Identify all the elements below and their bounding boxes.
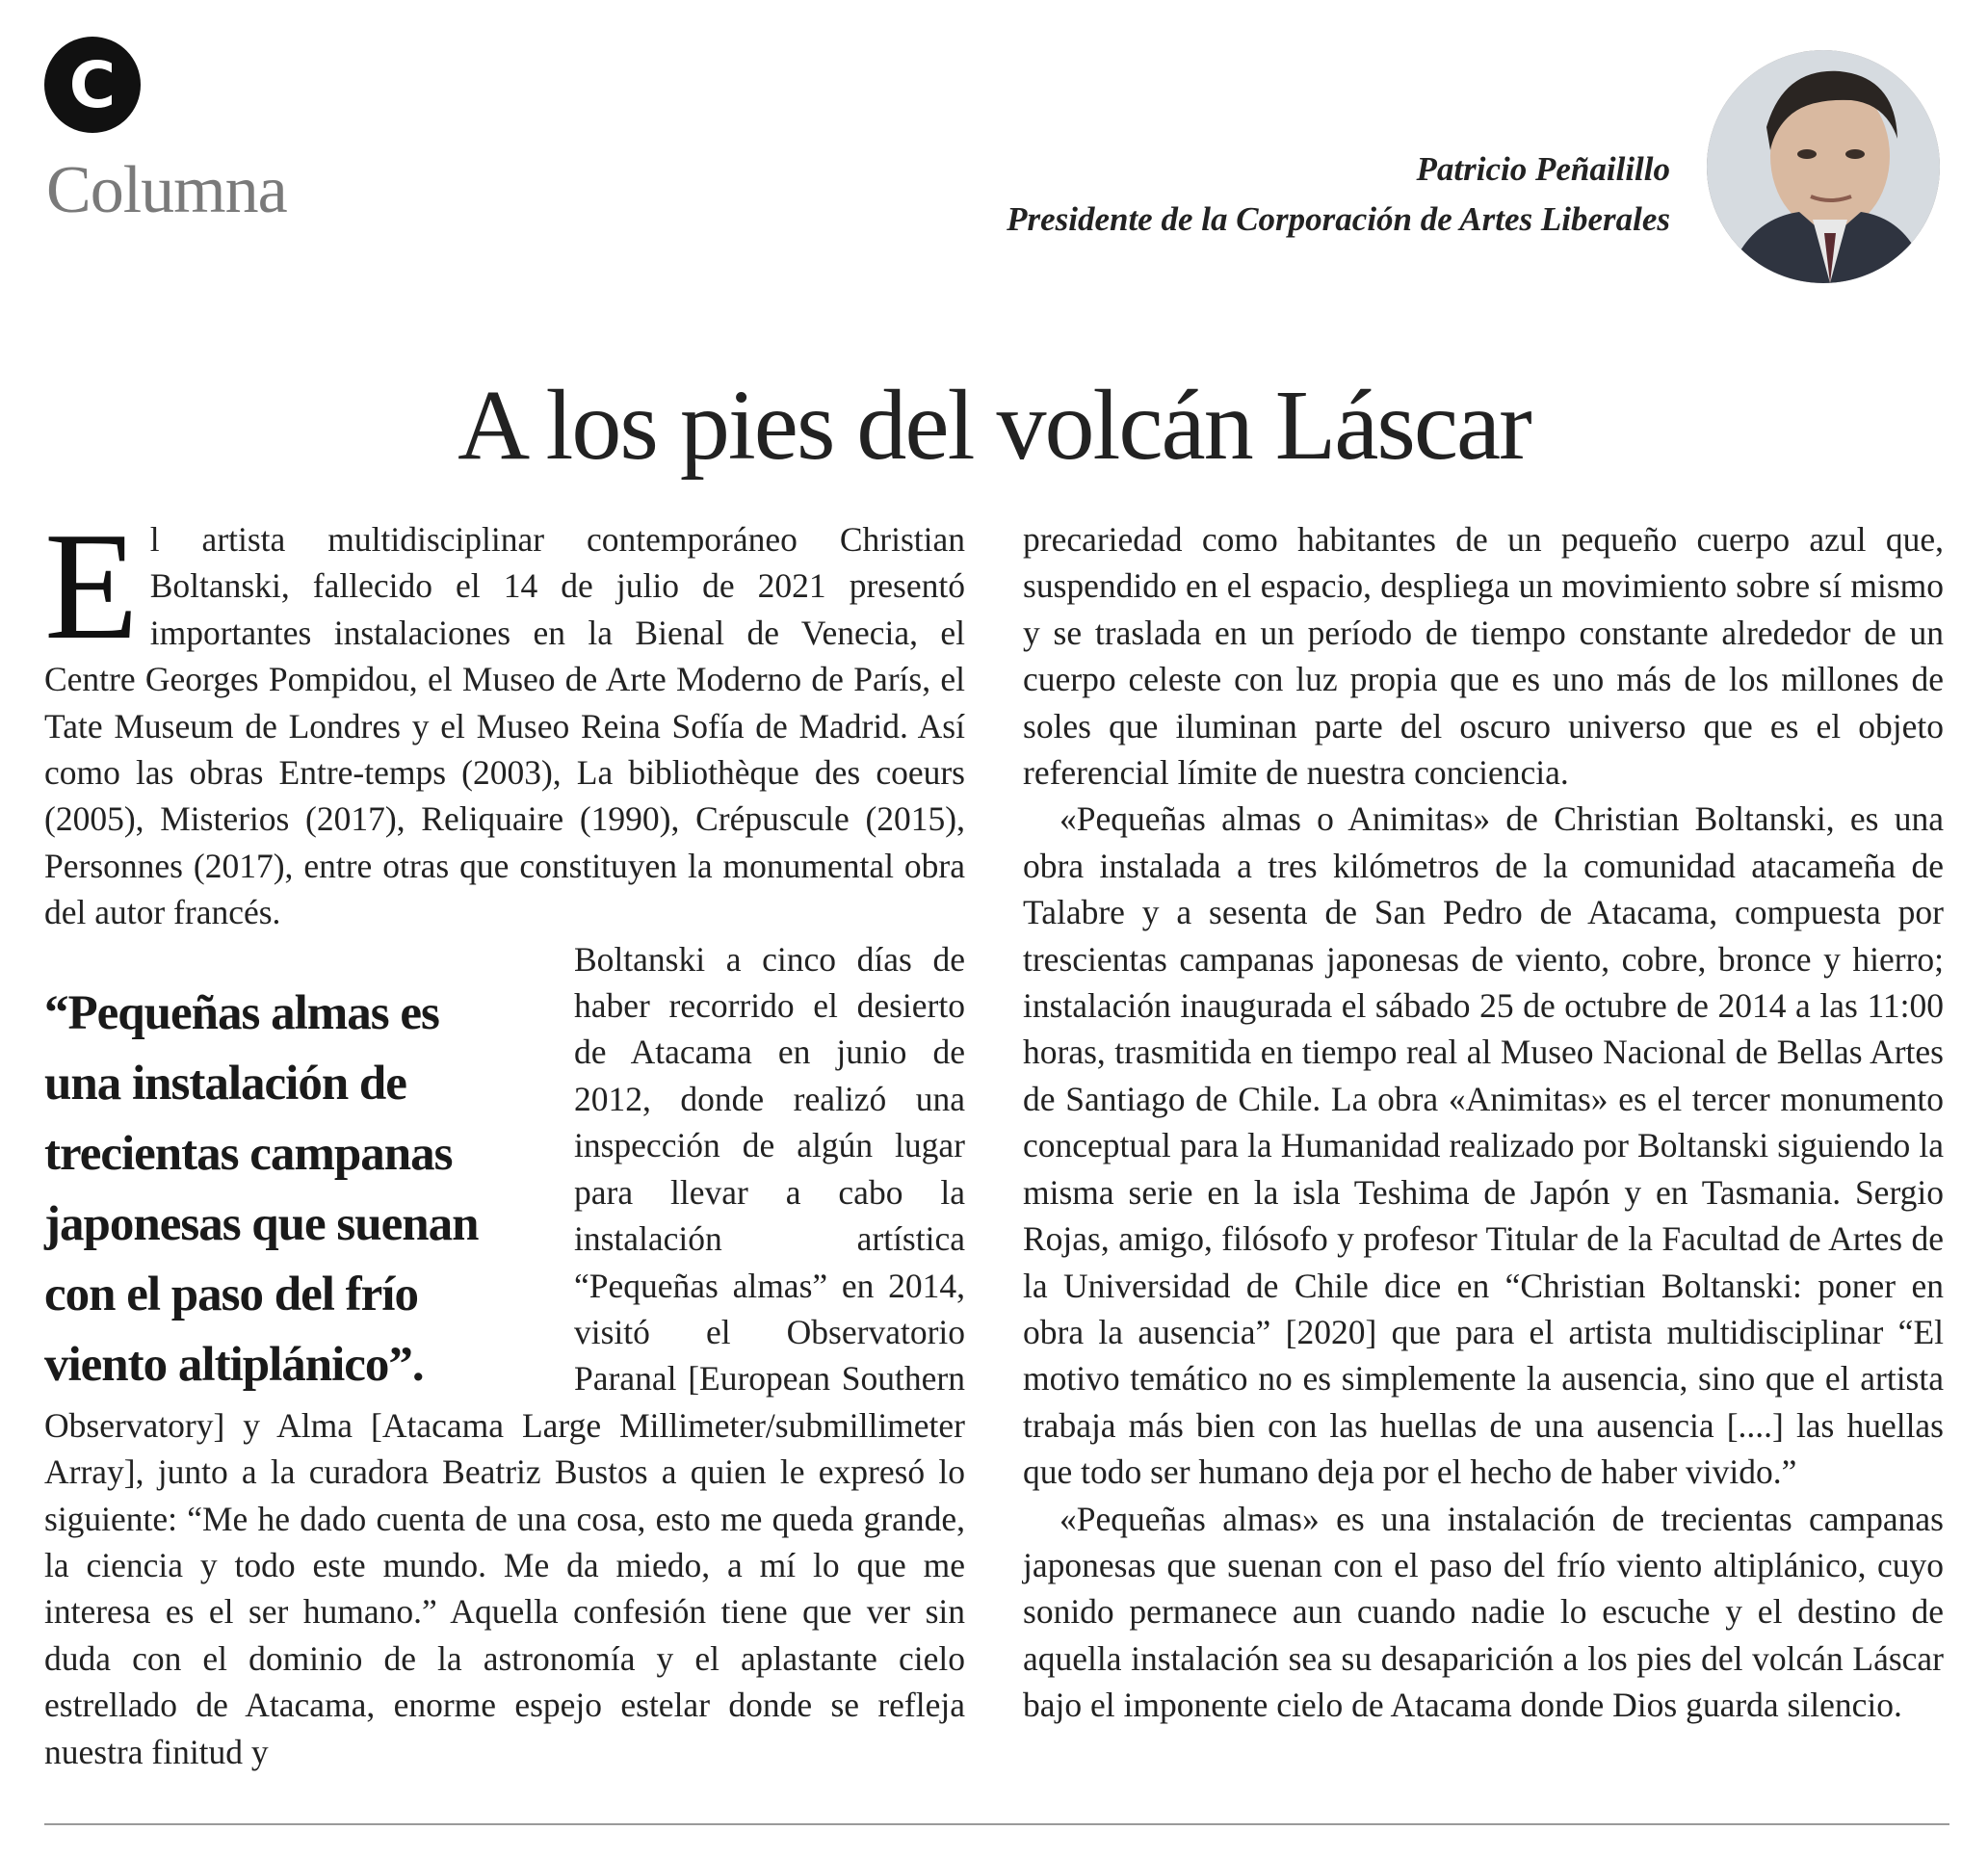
paragraph: «Pequeñas almas» es una instalación de trecientas campanas japonesas que suenan con el paso del frío viento altiplánico, cuyo sonido permanece aun cuando nadie lo escuche y el destino de aquella instalación sea su desaparición a los pies del volcán Láscar bajo el imponente cielo de Atacama donde Dios guarda silencio.	[1023, 1499, 1944, 1725]
author-photo	[1707, 50, 1940, 283]
bottom-divider	[44, 1823, 1949, 1825]
paragraph: precariedad como habitantes de un pequeño cuerpo azul que, suspendido en el espacio, despliega un movimiento sobre sí mismo y se traslada en un período de tiempo constante alrededor de un cuerpo celeste con luz propia que es uno más de los millones de soles que iluminan parte del oscuro universo que es el objeto referencial límite de nuestra conciencia.	[1023, 520, 1944, 793]
paragraph	[44, 500, 965, 936]
section-logo-icon: C	[44, 37, 141, 133]
drop-cap: E	[44, 500, 139, 671]
author-portrait-icon	[1707, 50, 1940, 283]
article-column-left	[44, 500, 965, 1775]
article-headline: A los pies del volcán Láscar	[458, 370, 1530, 481]
section-label: Columna	[46, 153, 287, 227]
paragraph: Boltanski a cinco días de haber recorrido el desierto de Atacama en junio de 2012, donde realizó una inspección de algún lugar para llevar a cabo la instalación artística “Pequeñas almas” en 2014, visitó el Observatorio Paranal [European Southern Observatory] y Alma [Atacama Large Millimeter/submillimeter Array], junto a la curadora Beatriz Bustos a quien le expresó lo siguiente: “Me he dado cuenta de una cosa, esto me queda grande, la ciencia y todo este mundo. Me da miedo, a mí lo que me interesa es el ser humano.” Aquella confesión tiene que ver sin duda con el dominio de la astronomía y el aplastante cielo estrellado de Atacama, enorme espejo estelar donde se refleja nuestra finitud y	[44, 939, 965, 1771]
paragraph: «Pequeñas almas o Animitas» de Christian Boltanski, es una obra instalada a tres kilómetros de la comunidad atacameña de Talabre y a sesenta de San Pedro de Atacama, compuesta por trescientas campanas japonesas de viento, cobre, bronce y hierro; instalación inaugurada el sábado 25 de octubre de 2014 a las 11:00 horas, trasmitida en tiempo real al Museo Nacional de Bellas Artes de Santiago de Chile. La obra «Animitas» es el tercer monumento conceptual para la Humanidad realizado por Boltanski siguiendo la misma serie en la isla Teshima de Japón y en Tasmania. Sergio Rojas, amigo, filósofo y profesor Titular de la Facultad de Artes de la Universidad de Chile dice en “Christian Boltanski: poner en obra la ausencia” [2020] que para el artista multidisciplinar “El motivo temático no es simplemente la ausencia, sino que el artista trabaja más bien con las huellas de una ausencia [....] las huellas que todo ser humano deja por el hecho de haber vivido.”	[1023, 799, 1944, 1492]
author-title: Presidente de la Corporación de Artes Liberales	[1007, 200, 1670, 238]
article-column-right	[1023, 516, 1944, 1729]
pull-quote: “Pequeñas almas es una instalación de trecientas campanas japonesas que suenan con el paso del frío viento altiplánico”.	[44, 985, 479, 1392]
author-name: Patricio Peñailillo	[1416, 150, 1670, 188]
author-byline	[1007, 144, 1670, 245]
paragraph-text: l artista multidisciplinar contemporáneo Christian Boltanski, fallecido el 14 de julio de 2021 presentó importantes instalaciones en la Bienal de Venecia, el Centre Georges Pompidou, el Museo de Arte Moderno de París, el Tate Museum de Londres y el Museo Reina Sofía de Madrid. Así como las obras Entre-temps (2003), La bibliothèque des coeurs (2005), Misterios (2017), Reliquaire (1990), Crépuscule (2015), Personnes (2017), entre otras que constituyen la monumental obra del autor francés.	[44, 520, 965, 932]
